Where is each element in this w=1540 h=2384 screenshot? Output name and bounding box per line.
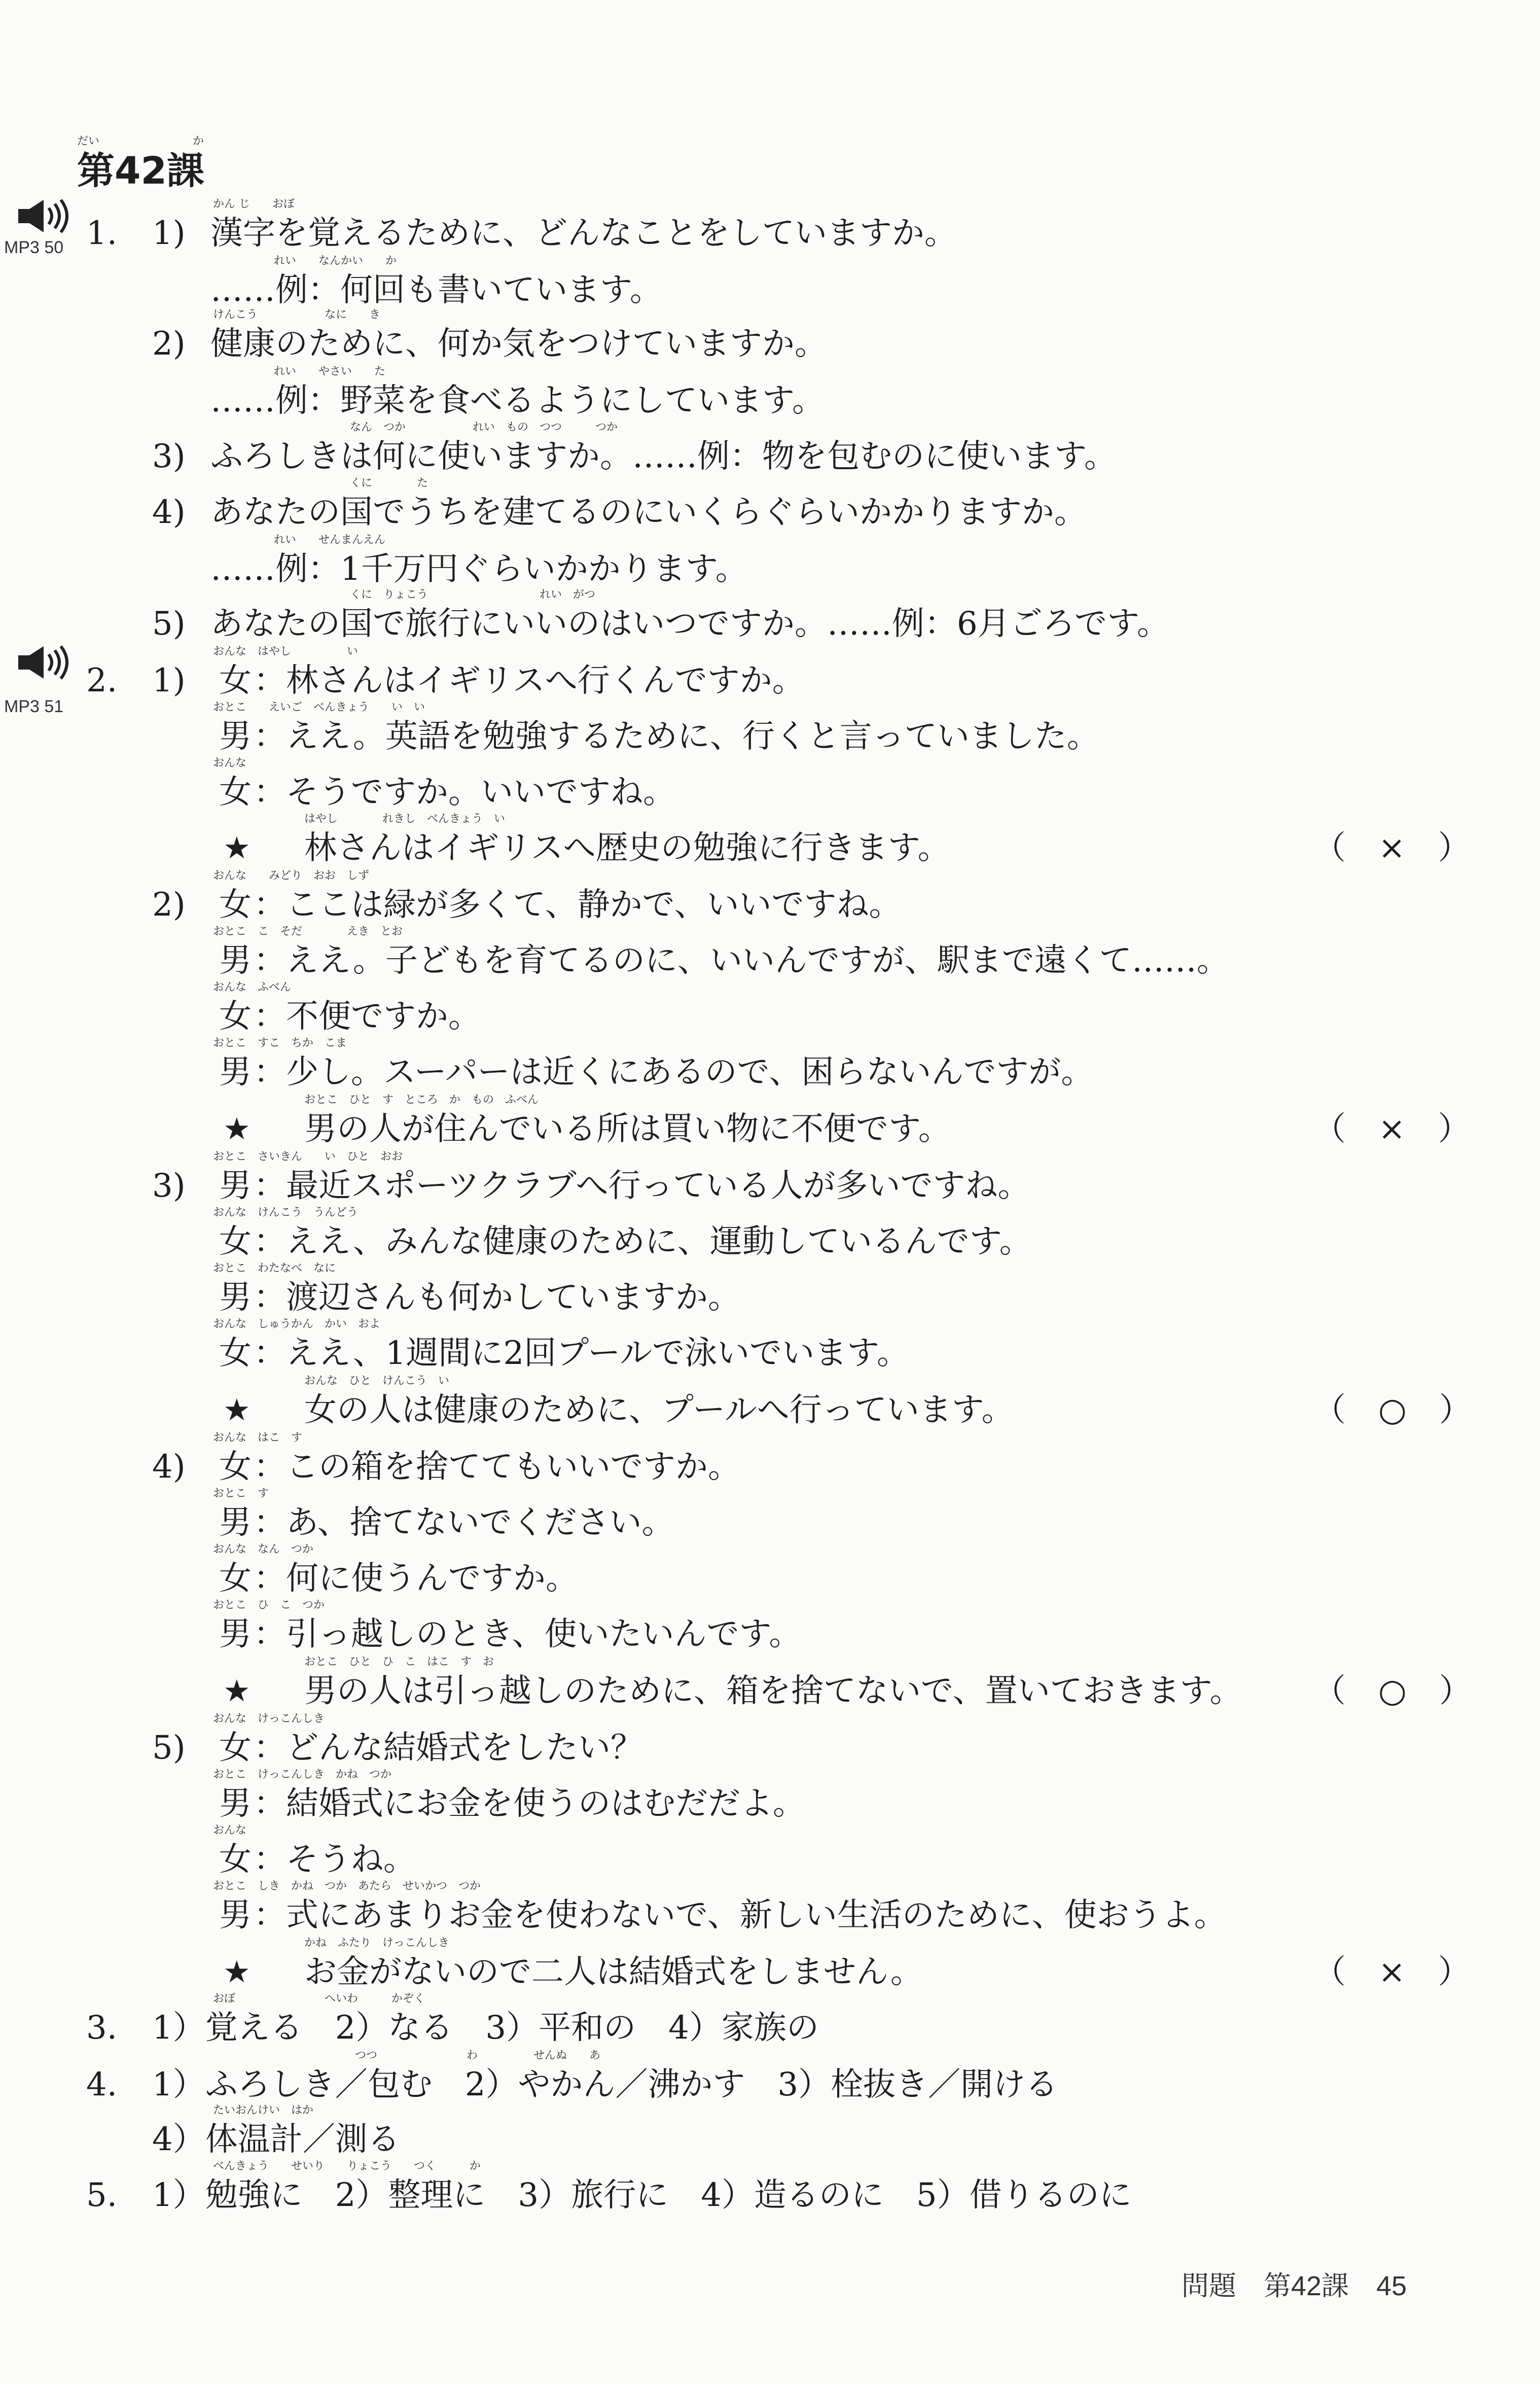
speaker-label: 女: [219, 774, 252, 811]
item-number: 3): [152, 1167, 186, 1205]
furigana: おんな なん つか: [213, 1543, 314, 1556]
speaker-label: 女: [219, 662, 252, 699]
section-number: 1.: [86, 215, 118, 252]
dialogue-line: ：この箱を捨ててもいいですか。: [254, 1448, 740, 1486]
item-number: 5): [152, 605, 186, 643]
furigana: おんな みどり おお しず: [213, 869, 370, 882]
speaker-label: 男: [219, 1279, 252, 1316]
dialogue-line: ：そうね。: [254, 1841, 416, 1878]
furigana: れい やさい た: [274, 365, 386, 378]
question-text: あなたの国でうちを建てるのにいくらぐらいかかりますか。: [210, 494, 1087, 531]
lesson-furigana-ka: か: [193, 135, 204, 148]
speaker-label: 女: [219, 886, 252, 924]
dialogue-line: ：そうですか。いいですね。: [254, 774, 675, 811]
star-icon: ★: [223, 1392, 250, 1428]
furigana: おとこ ひ こ つか: [213, 1599, 325, 1611]
statement-text: 男の人が住んでいる所は買い物に不便です。: [304, 1110, 951, 1148]
furigana: おとこ えいご べんきょう い い: [213, 701, 425, 714]
section-number: 3.: [86, 2009, 118, 2047]
furigana: おんな しゅうかん かい およ: [213, 1318, 381, 1330]
dialogue-line: ：式にあまりお金を使わないで、新しい生活のために、使おうよ。: [254, 1897, 1227, 1934]
speaker-label: 男: [219, 718, 252, 755]
furigana: なん つか れい もの つつ つか: [350, 421, 618, 434]
speaker-label: 男: [219, 1616, 252, 1653]
answer-mark: （ × ）: [1313, 829, 1471, 867]
furigana: つつ わ せんぬ あ: [355, 2049, 601, 2062]
audio-label-51: MP3 51: [4, 697, 64, 716]
item-number: 2): [152, 886, 186, 924]
speaker-label: 男: [219, 1054, 252, 1091]
speaker-label: 男: [219, 1897, 252, 1934]
dialogue-line: ：ええ。子どもを育てるのに、いいんですが、駅まで遠くて……。: [254, 942, 1229, 979]
answer-mark: （ ○ ）: [1313, 1391, 1472, 1429]
star-icon: ★: [223, 1673, 250, 1709]
item-number: 5): [152, 1729, 186, 1767]
dialogue-line: ：どんな結婚式をしたい？: [254, 1729, 643, 1767]
answer-list: 1）勉強に 2）整理に 3）旅行に 4）造るのに 5）借りるのに: [152, 2177, 1132, 2214]
furigana: おんな: [213, 757, 247, 769]
furigana: おんな ひと けんこう い: [304, 1375, 450, 1387]
furigana: おんな: [213, 1824, 247, 1837]
furigana: べんきょう せいり りょこう つく か: [213, 2160, 481, 2172]
furigana: おとこ けっこんしき かね つか: [213, 1768, 392, 1781]
speaker-label: 女: [219, 1448, 252, 1486]
furigana: れい せんまんえん: [274, 534, 386, 546]
page-footer: 問題 第42課 45: [1181, 2271, 1407, 2301]
furigana: おとこ わたなべ なに: [213, 1262, 336, 1275]
furigana: くに た: [350, 477, 428, 489]
dialogue-line: ：何に使うんですか。: [254, 1560, 578, 1597]
star-icon: ★: [223, 1954, 250, 1990]
answer-list: 1）ふろしき／包む 2）やかん／沸かす 3）栓抜き／開ける: [152, 2066, 1058, 2103]
furigana: おとこ ひと す ところ か もの ふべん: [304, 1094, 539, 1106]
furigana: おとこ す: [213, 1487, 269, 1500]
speaker-label: 女: [219, 1335, 252, 1372]
audio-label-50: MP3 50: [4, 238, 64, 257]
furigana: れい なんかい か: [274, 255, 397, 267]
item-number: 1): [152, 662, 186, 699]
dialogue-line: ：ここは緑が多くて、静かで、いいですね。: [254, 886, 902, 924]
answer-mark: （ × ）: [1313, 1953, 1471, 1991]
dialogue-line: ：少し。スーパーは近くにあるので、困らないんですが。: [254, 1054, 1094, 1091]
furigana: おんな はこ す: [213, 1431, 303, 1444]
dialogue-line: ：結婚式にお金を使うのはむだだよ。: [254, 1785, 805, 1822]
dialogue-line: ：不便ですか。: [254, 998, 481, 1035]
section-number: 5.: [86, 2177, 118, 2214]
speaker-label: 女: [219, 1223, 252, 1260]
dialogue-line: ：渡辺さんも何かしていますか。: [254, 1279, 740, 1316]
item-number: 1): [152, 215, 186, 252]
dialogue-line: ：最近スポーツクラブへ行っている人が多いですね。: [254, 1167, 1030, 1205]
answer-mark: （ × ）: [1313, 1110, 1471, 1148]
furigana: けんこう なに き: [213, 308, 381, 321]
dialogue-line: ：ええ。英語を勉強するために、行くと言っていました。: [254, 718, 1099, 755]
dialogue-line: ：ええ、1週間に2回プールで泳いでいます。: [254, 1335, 909, 1372]
item-number: 3): [152, 438, 186, 475]
speaker-label: 男: [219, 1167, 252, 1205]
section-number: 2.: [86, 662, 118, 699]
dialogue-line: ：引っ越しのとき、使いたいんです。: [254, 1616, 802, 1653]
furigana: かん じ おぼ: [213, 198, 295, 211]
speaker-label: 女: [219, 998, 252, 1035]
speaker-label: 男: [219, 1785, 252, 1822]
speaker-icon[interactable]: [15, 644, 71, 681]
answer-mark: （ ○ ）: [1313, 1672, 1472, 1710]
star-icon: ★: [223, 1111, 250, 1147]
furigana: おとこ ひと ひ こ はこ す お: [304, 1656, 494, 1668]
furigana: かね ふたり けっこんしき: [304, 1937, 450, 1949]
furigana: くに りょこう れい がつ: [350, 588, 596, 601]
speaker-label: 男: [219, 1504, 252, 1541]
speaker-icon[interactable]: [15, 198, 71, 234]
furigana: おとこ すこ ちか こま: [213, 1037, 347, 1049]
furigana: はやし れきし べんきょう い: [304, 813, 506, 825]
example-text: ……例：1千万円ぐらいかかります。: [210, 550, 748, 588]
statement-text: 女の人は健康のために、プールへ行っています。: [304, 1391, 1014, 1429]
statement-text: 林さんはイギリスへ歴史の勉強に行きます。: [304, 829, 950, 867]
answer-list: 4）体温計／測る: [152, 2121, 400, 2158]
furigana: おんな ふべん: [213, 981, 292, 994]
furigana: おとこ しき かね つか あたら せいかつ つか: [213, 1880, 481, 1892]
speaker-label: 男: [219, 942, 252, 979]
speaker-label: 女: [219, 1560, 252, 1597]
furigana: たいおんけい はか: [213, 2104, 314, 2117]
dialogue-line: ：林さんはイギリスへ行くんですか。: [254, 662, 805, 699]
item-number: 4): [152, 494, 186, 531]
question-text: 健康のために、何か気をつけていますか。: [210, 325, 827, 363]
answer-list: 1）覚える 2）なる 3）平和の 4）家族の: [152, 2009, 819, 2047]
furigana: おんな はやし い: [213, 645, 359, 658]
dialogue-line: ：あ、捨てないでください。: [254, 1504, 674, 1541]
furigana: おとこ こ そだ えき とお: [213, 925, 403, 938]
speaker-label: 女: [219, 1841, 252, 1878]
furigana: おとこ さいきん い ひと おお: [213, 1150, 403, 1163]
furigana: おぼ へいわ かぞく: [213, 1992, 425, 2005]
lesson-furigana-dai: だい: [77, 135, 100, 148]
item-number: 2): [152, 325, 186, 363]
speaker-label: 女: [219, 1729, 252, 1767]
item-number: 4): [152, 1448, 186, 1486]
example-text: ……例：野菜を食べるようにしています。: [210, 382, 825, 419]
furigana: おんな けんこう うんどう: [213, 1206, 359, 1219]
lesson-title: 第42課: [77, 149, 204, 193]
section-number: 4.: [86, 2066, 118, 2103]
dialogue-line: ：ええ、みんな健康のために、運動しているんです。: [254, 1223, 1032, 1260]
question-text: 漢字を覚えるために、どんなことをしていますか。: [210, 215, 957, 252]
star-icon: ★: [223, 830, 250, 866]
example-text: ……例：何回も書いています。: [210, 271, 662, 309]
statement-text: お金がないので二人は結婚式をしません。: [304, 1953, 923, 1991]
furigana: おんな けっこんしき: [213, 1712, 325, 1725]
question-text: ふろしきは何に使いますか。……例：物を包むのに使います。: [210, 438, 1117, 475]
question-text: あなたの国で旅行にいいのはいつですか。……例：6月ごろです。: [210, 605, 1169, 643]
statement-text: 男の人は引っ越しのために、箱を捨てないで、置いておきます。: [304, 1672, 1242, 1710]
